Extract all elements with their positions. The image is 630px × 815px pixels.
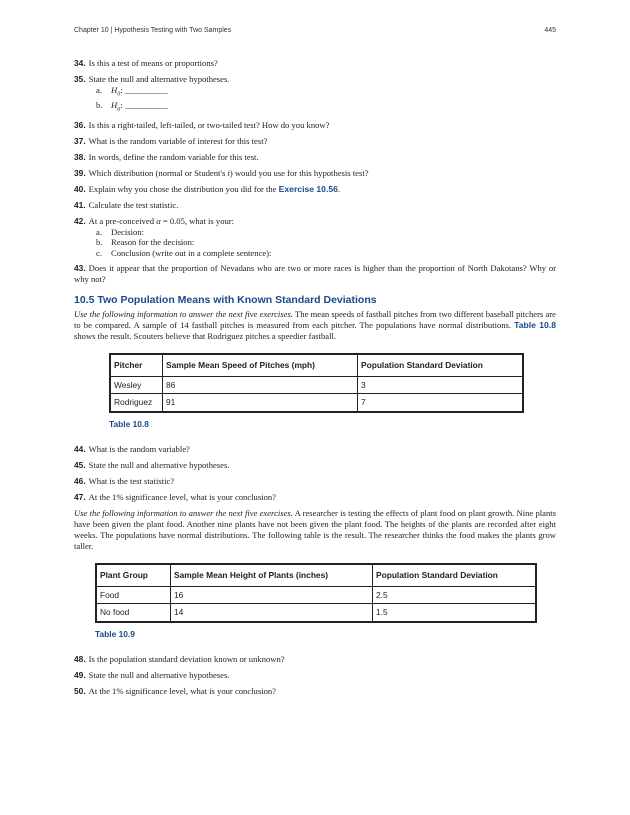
question-45: 45. State the null and alternative hypotheses. bbox=[74, 459, 230, 470]
table-link[interactable]: Table 10.8 bbox=[514, 319, 557, 330]
info-paragraph-2: Use the following information to answer the next five exercises. A researcher is testing the effects of plant food on plant growth. Nine plants have been given the plant food. Another nine plants have not been given the plant food. The heights of the plants are recorded after eight weeks. The populations have normal distributions. The following table is the result. The researcher thinks the food makes the plants grow taller. bbox=[74, 507, 556, 551]
plant-table bbox=[95, 563, 537, 623]
table-cell: Wesley bbox=[110, 376, 163, 394]
table-cell: 16 bbox=[171, 586, 373, 604]
column-header: Population Standard Deviation bbox=[373, 564, 537, 586]
section-title: 10.5 Two Population Means with Known Standard Deviations bbox=[74, 293, 377, 306]
question-34: 34. Is this a test of means or proportions? bbox=[74, 58, 218, 68]
table-cell: 91 bbox=[163, 394, 358, 412]
column-header: Pitcher bbox=[110, 354, 163, 376]
question-39: 39. Which distribution (normal or Student's t) would you use for this hypothesis test? bbox=[74, 168, 369, 179]
list-item: a. $H_0$: __________ bbox=[96, 84, 168, 98]
list-item: a. Decision: bbox=[96, 226, 144, 237]
table-cell: 1.5 bbox=[373, 604, 537, 622]
question-43: 43. Does it appear that the proportion of Nevadans who are two or more races is higher than the proportion of North Dakotans? Why or why not? bbox=[74, 263, 556, 285]
table-header-row bbox=[110, 354, 523, 376]
question-48: 48. Is the population standard deviation known or unknown? bbox=[74, 654, 285, 665]
question-49: 49. State the null and alternative hypotheses. bbox=[74, 670, 230, 681]
question-47: 47. At the 1% significance level, what is your conclusion? bbox=[74, 491, 276, 502]
page-content bbox=[74, 58, 556, 702]
question-40: 40. Explain why you chose the distribution you did for the Exercise 10.56. bbox=[74, 184, 341, 195]
table-header-row bbox=[96, 564, 536, 586]
list-item: b. $H_a$: __________ bbox=[96, 99, 168, 113]
table-caption: Table 10.8 bbox=[109, 419, 149, 430]
table-row bbox=[110, 376, 523, 394]
question-44: 44. What is the random variable? bbox=[74, 443, 190, 454]
table-row bbox=[96, 586, 536, 604]
question-50: 50. At the 1% significance level, what is your conclusion? bbox=[74, 686, 276, 696]
sub-list bbox=[96, 85, 556, 115]
exercise-link[interactable]: Exercise 10.56 bbox=[278, 184, 338, 195]
table-cell: 7 bbox=[358, 394, 524, 412]
column-header: Population Standard Deviation bbox=[358, 354, 524, 376]
list-item: c. Conclusion (write out in a complete sentence): bbox=[96, 247, 272, 258]
table-row bbox=[96, 604, 536, 622]
table-row bbox=[110, 394, 523, 412]
list-item: b. Reason for the decision: bbox=[96, 237, 195, 248]
column-header: Sample Mean Height of Plants (inches) bbox=[171, 564, 373, 586]
table-cell: No food bbox=[96, 604, 171, 622]
table-cell: Food bbox=[96, 586, 171, 604]
table-caption: Table 10.9 bbox=[95, 629, 135, 640]
table-cell: Rodriguez bbox=[110, 394, 163, 412]
table-cell: 86 bbox=[163, 376, 358, 394]
question-42: 42. At a pre-conceived α = 0.05, what is your: a. Decision: b. Reason for the decision: c. Conclusion (write out in a complete sentence): bbox=[74, 216, 556, 258]
column-header: Plant Group bbox=[96, 564, 171, 586]
running-header bbox=[74, 27, 556, 34]
page-number: 445 bbox=[544, 27, 556, 34]
question-38: 38. In words, define the random variable for this test. bbox=[74, 152, 259, 163]
table-cell: 3 bbox=[358, 376, 524, 394]
chapter-title: Chapter 10 | Hypothesis Testing with Two Samples bbox=[74, 27, 232, 34]
info-paragraph-1: Use the following information to answer the next five exercises. The mean speeds of fastball pitches from two different baseball pitchers are to be compared. A sample of 14 fastball pitches is measured from each pitcher. The populations have normal distributions. Table 10.8 shows the result. Scouters believe that Rodriguez pitches a speedier fastball. bbox=[74, 308, 557, 341]
question-37: 37. What is the random variable of interest for this test? bbox=[74, 136, 268, 147]
question-46: 46. What is the test statistic? bbox=[74, 475, 175, 486]
question-35: 35. State the null and alternative hypotheses. a. $H_0$: __________ b. $H_a$: __________ bbox=[74, 74, 556, 115]
sub-list bbox=[96, 227, 556, 258]
question-41: 41. Calculate the test statistic. bbox=[74, 200, 179, 211]
question-36: 36. Is this a right-tailed, left-tailed, or two-tailed test? How do you know? bbox=[74, 120, 330, 131]
column-header: Sample Mean Speed of Pitches (mph) bbox=[163, 354, 358, 376]
table-cell: 14 bbox=[171, 604, 373, 622]
pitcher-table bbox=[109, 353, 524, 413]
table-cell: 2.5 bbox=[373, 586, 537, 604]
